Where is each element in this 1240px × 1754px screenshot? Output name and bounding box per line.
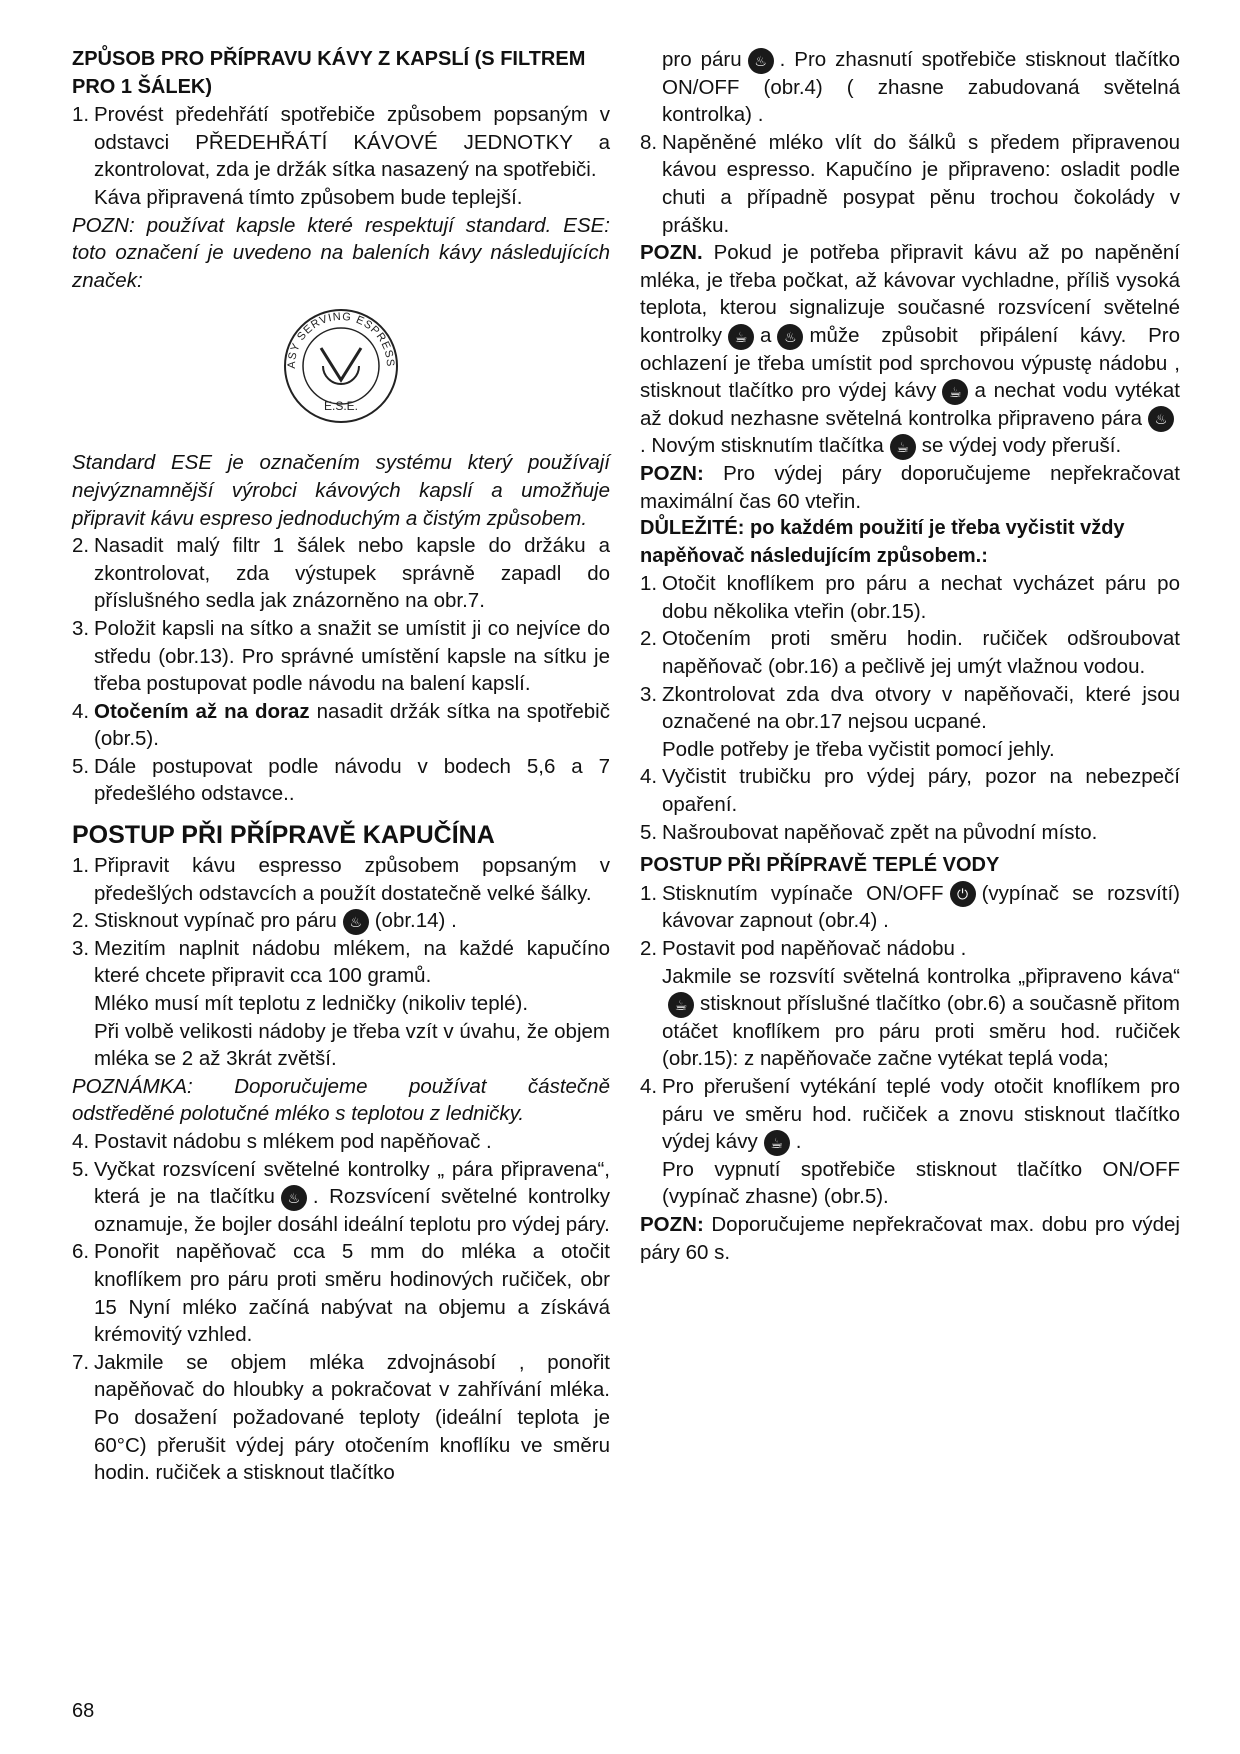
steam-icon: ♨ bbox=[748, 48, 774, 74]
coffee-cup-icon: ☕ bbox=[668, 992, 694, 1018]
coffee-cup-icon: ☕ bbox=[890, 434, 916, 460]
list-number: 7. bbox=[72, 1350, 90, 1374]
list-number: 3. bbox=[72, 616, 90, 640]
list-item bbox=[640, 1073, 1180, 1211]
text-part: Doporučujeme nepřekračovat max. dobu pro výdej páry 60 s. bbox=[640, 1212, 1180, 1264]
list-number: 3. bbox=[72, 936, 90, 960]
list-item bbox=[72, 753, 610, 808]
text-part: může způsobit připálení kávy. Pro ochlazení je třeba umístit pod sprchovou výpustę nádobu , stisknout tlačítko pro výdej kávy bbox=[640, 323, 1180, 403]
list-text: Jakmile se objem mléka zdvojnásobí , ponořit napěňovač do hloubky a pokračovat v zahřívání mléka. Po dosažení požadované teploty (ideální teplota je 60°C) přerušit výdej páry otočením knoflíku ve směru hodin. ručiček a stisknout tlačítko bbox=[94, 1350, 610, 1485]
bold-text: Otočením až na doraz bbox=[94, 699, 310, 723]
list-text-rest: nasadit držák sítka na spotřebič (obr.5). bbox=[94, 699, 610, 751]
list-number: 5. bbox=[72, 754, 90, 778]
list-text: Napěněné mléko vlít do šálků s předem připravenou kávou espresso. Kapučíno je připraveno: osladit podle chuti a případně posypat pěnu trochou čokolády v prášku. bbox=[662, 130, 1180, 237]
list-item bbox=[72, 935, 610, 1073]
list-number: 4. bbox=[72, 699, 90, 723]
page-number: 68 bbox=[72, 1700, 95, 1722]
list-text: Ponořit napěňovač cca 5 mm do mléka a otočit knoflíkem pro páru proti směru hodinových ručiček, obr 15 Nyní mléko začíná nabývat na objemu a získává krémovitý vzhled. bbox=[94, 1240, 610, 1347]
list-number: 2. bbox=[640, 937, 658, 960]
list-item bbox=[640, 625, 1180, 680]
text-part: a nechat vodu vytékat až dokud nezhasne světelná kontrolka připraveno pára bbox=[640, 379, 1180, 430]
list-text: Provést předehřátí spotřebiče způsobem popsaným v odstavci PŘEDEHŘÁTÍ KÁVOVÉ JEDNOTKY a zkontrolovat, zda je držák sítka nasazený na spotřebiči. bbox=[94, 103, 610, 182]
list-text bbox=[94, 907, 610, 935]
ese-logo bbox=[72, 306, 610, 431]
list-number: 5. bbox=[640, 820, 658, 844]
text-part: Pokud je potřeba připravit kávu až po napěnění mléka, je třeba počkat, až kávovar vychladne, příliš vysoká teplota, kterou signalizuje současné rozsvícení světelné kontrolky bbox=[640, 241, 1180, 347]
list-number: 2. bbox=[72, 534, 90, 558]
note-ese: POZN: používat kapsle které respektují standard. ESE: toto označení je uvedeno na baleních kávy následujících značek: bbox=[72, 213, 610, 292]
list-item bbox=[640, 763, 1180, 818]
list-number: 1. bbox=[640, 572, 658, 596]
list-number: 3. bbox=[640, 682, 658, 706]
list-text: Postavit nádobu s mlékem pod napěňovač . bbox=[94, 1130, 492, 1153]
list-item bbox=[72, 615, 610, 698]
list-text-extra bbox=[662, 963, 1180, 1073]
list-item bbox=[72, 532, 610, 615]
list-item bbox=[72, 1156, 610, 1239]
text-part: Jakmile se rozsvítí světelná kontrolka „připraveno káva“ bbox=[662, 964, 1180, 988]
list-number: 4. bbox=[640, 765, 658, 789]
text-part: Pro přerušení vytékání teplé vody otočit knoflíkem pro páru ve směru hod. ručiček a znovu stisknout tlačítko výdej kávy bbox=[662, 1074, 1180, 1154]
list-text: Našroubovat napěňovač zpět na původní místo. bbox=[662, 820, 1098, 844]
section-heading-cappuccino: POSTUP PŘI PŘÍPRAVĚ KAPUČÍNA bbox=[72, 821, 495, 850]
list-text: Nasadit malý filtr 1 šálek nebo kapsle do držáku a zkontrolovat, zda výstupek správně zapadl do příslušného sedla jak znázorněno na obr.7. bbox=[94, 534, 610, 613]
text-part: . Pro zhasnutí spotřebiče stisknout tlačítko ON/OFF (obr.4) ( zhasne zabudovaná světelná kontrolka) . bbox=[662, 48, 1181, 127]
list-item bbox=[72, 101, 610, 211]
list-text bbox=[662, 880, 1180, 935]
list-number: 4. bbox=[72, 1130, 90, 1153]
list-text-extra: Podle potřeby je třeba vyčistit pomocí jehly. bbox=[662, 737, 1055, 761]
list-item bbox=[72, 698, 610, 753]
list-text bbox=[94, 1156, 610, 1239]
steam-icon: ♨ bbox=[1148, 406, 1174, 432]
list-item bbox=[72, 907, 610, 935]
list-item bbox=[72, 852, 610, 907]
list-number: 5. bbox=[72, 1157, 90, 1181]
text-part: pro páru bbox=[662, 48, 742, 71]
list-text: Položit kapsli na sítko a snažit se umístit ji co nejvíce do středu (obr.13). Pro správné umístění kapsle na sítku je třeba postupovat podle návodu na balení kapslí. bbox=[94, 616, 610, 696]
list-item bbox=[72, 1128, 610, 1156]
pozn2-paragraph bbox=[640, 460, 1180, 515]
text-part: Stisknutím vypínače ON/OFF bbox=[662, 881, 944, 905]
pozn-paragraph bbox=[640, 239, 1180, 460]
list-number: 6. bbox=[72, 1240, 90, 1264]
logo-arc-text: ASY SERVING ESPRESS bbox=[285, 311, 397, 370]
list-number: 4. bbox=[640, 1074, 658, 1098]
power-icon: ⏻ bbox=[950, 881, 976, 907]
list-number: 8. bbox=[640, 130, 658, 154]
list-number: 1. bbox=[640, 881, 658, 905]
logo-bottom-text: E.S.E. bbox=[323, 399, 359, 414]
steam-icon: ♨ bbox=[777, 324, 803, 350]
coffee-cup-icon: ☕ bbox=[942, 379, 968, 405]
text-part: Vyčkat rozsvícení světelné kontrolky „ pára připravena“, která je na tlačítku bbox=[94, 1157, 610, 1209]
left-column bbox=[72, 46, 610, 1487]
list-item bbox=[72, 1349, 610, 1487]
text-part: Pro výdej páry doporučujeme nepřekračovat maximální čas 60 vteřin. bbox=[640, 461, 1180, 513]
list-number: 1. bbox=[72, 854, 90, 878]
text-part: . bbox=[795, 1130, 802, 1154]
list-number: 2. bbox=[640, 627, 658, 651]
list-number: 2. bbox=[72, 909, 90, 933]
list-item bbox=[640, 129, 1180, 239]
text-part: se výdej vody přeruší. bbox=[921, 434, 1122, 458]
text-part: (obr.14) . bbox=[374, 909, 457, 933]
steam-icon: ♨ bbox=[343, 909, 369, 935]
steam-icon: ♨ bbox=[281, 1185, 307, 1211]
standard-ese-paragraph: Standard ESE je označením systému který používají nejvýznamnější výrobci kávových kapslí a umožňuje připravit kávu espreso jednoduchým a čistým způsobem. bbox=[72, 451, 610, 530]
continued-text bbox=[640, 46, 1180, 129]
poznamka-note: POZNÁMKA: Doporučujeme používat částečně odstředěné polotučné mléko s teplotou z ledničky. bbox=[72, 1074, 610, 1126]
list-text bbox=[94, 698, 610, 753]
list-item bbox=[640, 880, 1180, 935]
coffee-cup-icon: ☕ bbox=[728, 324, 754, 350]
list-text: Otočit knoflíkem pro páru a nechat vycházet páru po dobu několika vteřin (obr.15). bbox=[662, 572, 1180, 623]
text-part: (vypínač se rozsvítí) kávovar zapnout (obr.4) . bbox=[662, 881, 1180, 933]
text-part: . Novým stisknutím tlačítka bbox=[640, 434, 884, 458]
list-text: Zkontrolovat zda dva otvory v napěňovači, které jsou označené na obr.17 nejsou ucpané. bbox=[662, 682, 1180, 734]
note-label: POZN: bbox=[640, 1212, 704, 1236]
list-text-extra: Káva připravená tímto způsobem bude teplejší. bbox=[94, 185, 523, 209]
text-part: Stisknout vypínač pro páru bbox=[94, 909, 337, 933]
list-text: Připravit kávu espresso způsobem popsaným v předešlých odstavcích a použít dostatečně velké šálky. bbox=[94, 854, 610, 905]
list-item bbox=[72, 1238, 610, 1348]
list-text-extra: Mléko musí mít teplotu z ledničky (nikoliv teplé). bbox=[94, 992, 529, 1016]
list-text-extra: Pro vypnutí spotřebiče stisknout tlačítko ON/OFF (vypínač zhasne) (obr.5). bbox=[662, 1157, 1180, 1209]
important-heading: DŮLEŽITÉ: po každém použití je třeba vyčistit vždy napěňovač následujícím způsobem.: bbox=[640, 517, 1125, 567]
list-text: Otočením proti směru hodin. ručiček odšroubovat napěňovač (obr.16) a pečlivě jej umýt vlažnou vodou. bbox=[662, 627, 1180, 679]
list-text: Mezitím naplnit nádobu mlékem, na každé kapučíno které chcete připravit cca 100 gramů. bbox=[94, 936, 610, 988]
section-heading-hot-water: POSTUP PŘI PŘÍPRAVĚ TEPLÉ VODY bbox=[640, 854, 1000, 877]
list-item bbox=[640, 819, 1180, 847]
note-label: POZN. bbox=[640, 241, 703, 265]
text-part: stisknout příslušné tlačítko (obr.6) a současně přitom otáčet knoflíkem pro páru proti směru hod. ručiček (obr.15): z napěňovače začne vytékat teplá voda; bbox=[662, 992, 1180, 1071]
list-text: Vyčistit trubičku pro výdej páry, pozor na nebezpečí opaření. bbox=[662, 765, 1180, 817]
list-text: Postavit pod napěňovač nádobu . bbox=[662, 937, 967, 960]
coffee-cup-icon: ☕ bbox=[764, 1130, 790, 1156]
list-text bbox=[662, 1073, 1180, 1156]
note-label: POZN: bbox=[640, 461, 704, 485]
pozn3-paragraph bbox=[640, 1211, 1180, 1266]
text-part: . Rozsvícení světelné kontrolky oznamuje, že bojler dosáhl ideální teplotu pro výdej páry. bbox=[94, 1185, 610, 1236]
ese-logo-icon bbox=[281, 306, 401, 426]
list-text: Dále postupovat podle návodu v bodech 5,6 a 7 předešlého odstavce.. bbox=[94, 754, 610, 806]
list-text-extra: Při volbě velikosti nádoby je třeba vzít v úvahu, že objem mléka se 2 až 3krát zvětší. bbox=[94, 1019, 610, 1071]
list-number: 1. bbox=[72, 103, 90, 127]
list-item bbox=[640, 681, 1180, 764]
list-item bbox=[640, 570, 1180, 625]
section-heading-capsule: ZPŮSOB PRO PŘÍPRAVU KÁVY Z KAPSLÍ (S FILTREM PRO 1 ŠÁLEK) bbox=[72, 48, 586, 98]
list-item bbox=[640, 935, 1180, 1073]
right-column bbox=[640, 46, 1180, 1266]
text-part: a bbox=[760, 323, 772, 347]
